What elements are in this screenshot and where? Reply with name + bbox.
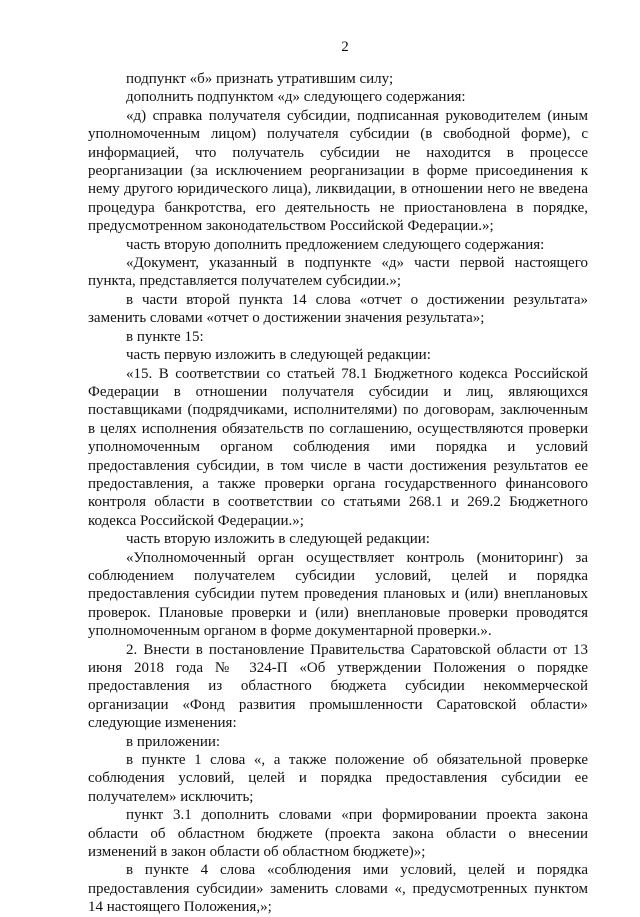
document-page [88, 38, 588, 917]
paragraph-5: «Документ, указанный в подпункте «д» части первой настоящего пункта, представляется получателем субсидии.»; [88, 255, 588, 290]
paragraph-15: пункт 3.1 дополнить словами «при формировании проекта закона области об областном бюджете (проекта закона области о внесении изменений в закон области об областном бюджете)»; [88, 807, 588, 861]
paragraph-9: «15. В соответствии со статьей 78.1 Бюджетного кодекса Российской Федерации в отношении получателя субсидии и лиц, являющихся поставщиками (подрядчиками, исполнителями) по договорам, заключенным в целях исполнения обязательств по соглашению, осуществляются проверки уполномоченным органом соблюдения ими порядка и условий предоставления субсидии, в том числе в части достижения результатов ее предоставления, а также проверки органа государственного финансового контроля области в соответствии со статьями 268.1 и 269.2 Бюджетного кодекса Российской Федерации.»; [88, 365, 588, 529]
paragraph-4: часть вторую дополнить предложением следующего содержания: [126, 236, 545, 253]
paragraph-13: в приложении: [126, 733, 221, 750]
paragraph-2: дополнить подпунктом «д» следующего содержания: [126, 89, 466, 106]
paragraph-6: в части второй пункта 14 слова «отчет о достижении результата» заменить словами «отчет о достижении значения результата»; [88, 291, 588, 327]
paragraph-14: в пункте 1 слова «, а также положение об обязательной проверке соблюдения условий, целей и порядка предоставления субсидии ее получателем» исключить; [88, 752, 588, 805]
paragraph-3: «д) справка получателя субсидии, подписанная руководителем (иным уполномоченным лицом) получателя субсидии (в свободной форме), с информацией, что получатель субсидии не находится в процессе реорганизации (за исключением реорганизации в форме присоединения к нему другого юридического лица), ликвидации, в отношении него не введена процедура банкротства, его деятельность не приостановлена в порядке, предусмотренном законодательством Российской Федерации.»; [88, 107, 588, 235]
paragraph-8: часть первую изложить в следующей редакции: [126, 347, 431, 364]
document-body [88, 70, 588, 917]
paragraph-16: в пункте 4 слова «соблюдения ими условий, целей и порядка предоставления субсидии» заменить словами «, предусмотренных пунктом 14 настоящего Положения,»; [88, 862, 588, 916]
paragraph-7: в пункте 15: [126, 328, 204, 345]
paragraph-11: «Уполномоченный орган осуществляет контроль (мониторинг) за соблюдением получателем субсидии условий, целей и порядка предоставления субсидии путем проведения плановых и (или) внеплановых проверок. Плановые проверки и (или) внеплановые проверки проводятся уполномоченным органом в форме документарной проверки.». [88, 549, 588, 640]
paragraph-10: часть вторую изложить в следующей редакции: [126, 531, 430, 548]
page-number: 2 [341, 39, 349, 55]
paragraph-1: подпункт «б» признать утратившим силу; [126, 71, 394, 87]
paragraph-12: 2. Внести в постановление Правительства Саратовской области от 13 июня 2018 года № 324-П «Об утверждении Положения о порядке предоставления из областного бюджета субсидии некоммерческой организации «Фонд развития промышленности Саратовской области» следующие изменения: [88, 641, 588, 732]
